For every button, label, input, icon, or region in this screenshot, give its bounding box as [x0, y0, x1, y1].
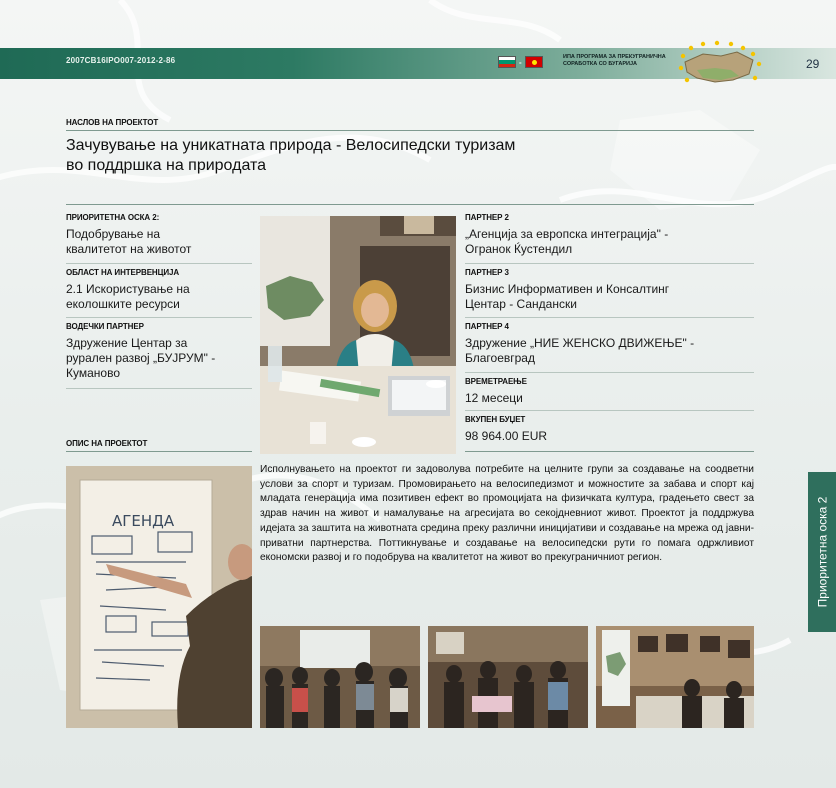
- divider: [465, 451, 754, 452]
- title-label: НАСЛОВ НА ПРОЕКТОТ: [66, 118, 159, 127]
- description-label: ОПИС НА ПРОЕКТОТ: [66, 439, 148, 448]
- priority-axis-side-tab: [808, 472, 836, 632]
- priority-value: Подобрување на квалитетот на животот: [66, 227, 192, 256]
- page-number: 29: [806, 57, 820, 71]
- partner3-value: Бизнис Информативен и Консалтинг Центар - Сандански: [465, 282, 670, 311]
- project-title: Зачувување на уникатната природа - Велосипедски туризам во поддршка на природата: [66, 137, 516, 174]
- country-flags: -: [498, 56, 543, 68]
- partner2-value: „Агенција за европска интеграција" - Огранок Ќустендил: [465, 227, 669, 256]
- programme-name: ИПА ПРОГРАМА ЗА ПРЕКУГРАНИЧНА СОРАБОТКА СО БУГАРИЈА: [563, 54, 666, 67]
- divider: [66, 204, 754, 205]
- lead-partner-value: Здружение Центар за рурален развој „БУЈРУМ" - Куманово: [66, 336, 216, 380]
- partner2-label: ПАРТНЕР 2: [465, 213, 509, 222]
- photo-conference-room: [596, 626, 754, 728]
- partner4-value: Здружение „НИЕ ЖЕНСКО ДВИЖЕЊЕ" - Благоевград: [465, 336, 695, 365]
- divider: [66, 130, 754, 131]
- duration-value: 12 месеци: [465, 391, 523, 405]
- programme-logo: [675, 40, 763, 90]
- divider: [465, 263, 754, 264]
- project-code: 2007CB16IPO007-2012-2-86: [66, 56, 176, 65]
- divider: [66, 451, 252, 452]
- budget-value: 98 964.00 EUR: [465, 429, 548, 443]
- photo-flipchart-presentation: [66, 466, 252, 728]
- partner4-label: ПАРТНЕР 4: [465, 322, 509, 331]
- lead-partner-label: ВОДЕЧКИ ПАРТНЕР: [66, 322, 144, 331]
- divider: [465, 317, 754, 318]
- project-description: Исполнувањето на проектот ги задоволува потребите на целните групи за создавање на соодветни услови за спорт и туризам. Промовирањето на велосипедизмот и можностите за забава и спорт кај младата генерација има позитивен ефект во промоцијата на физичката култура, градењето свест за здрав начин на живот и намалување на агресијата во секојдневниот живот. Проектот ја поддржува идејата за заштита на животната средина преку различни иницијативи и создавање на мрежа од јавни-приватни партнерства. Поттикнување и создавање на велосипедски рути го помага одржливиот економски развој и го подобрува на квалитетот на живот во прекуграничниот регион.: [260, 464, 754, 564]
- divider: [66, 263, 252, 264]
- divider: [66, 388, 252, 389]
- area-label: ОБЛАСТ НА ИНТЕРВЕНЦИЈА: [66, 268, 180, 277]
- divider: [66, 317, 252, 318]
- divider: [465, 372, 754, 373]
- budget-label: ВКУПЕН БУЏЕТ: [465, 415, 526, 424]
- divider: [465, 410, 754, 411]
- partner3-label: ПАРТНЕР 3: [465, 268, 509, 277]
- priority-label: ПРИОРИТЕТНА ОСКА 2:: [66, 213, 160, 222]
- duration-label: ВРЕМЕТРАЕЊЕ: [465, 377, 527, 386]
- bulgaria-flag-icon: [498, 56, 516, 68]
- macedonia-flag-icon: [525, 56, 543, 68]
- area-value: 2.1 Искористување на еколошките ресурси: [66, 282, 190, 311]
- flipchart-text: АГЕНДА: [112, 512, 175, 530]
- photo-group-workshop: [428, 626, 588, 728]
- side-tab-label: Приоритетна оска 2: [815, 496, 830, 608]
- photo-meeting-desk: [260, 216, 456, 454]
- photo-group-young-people: [260, 626, 420, 728]
